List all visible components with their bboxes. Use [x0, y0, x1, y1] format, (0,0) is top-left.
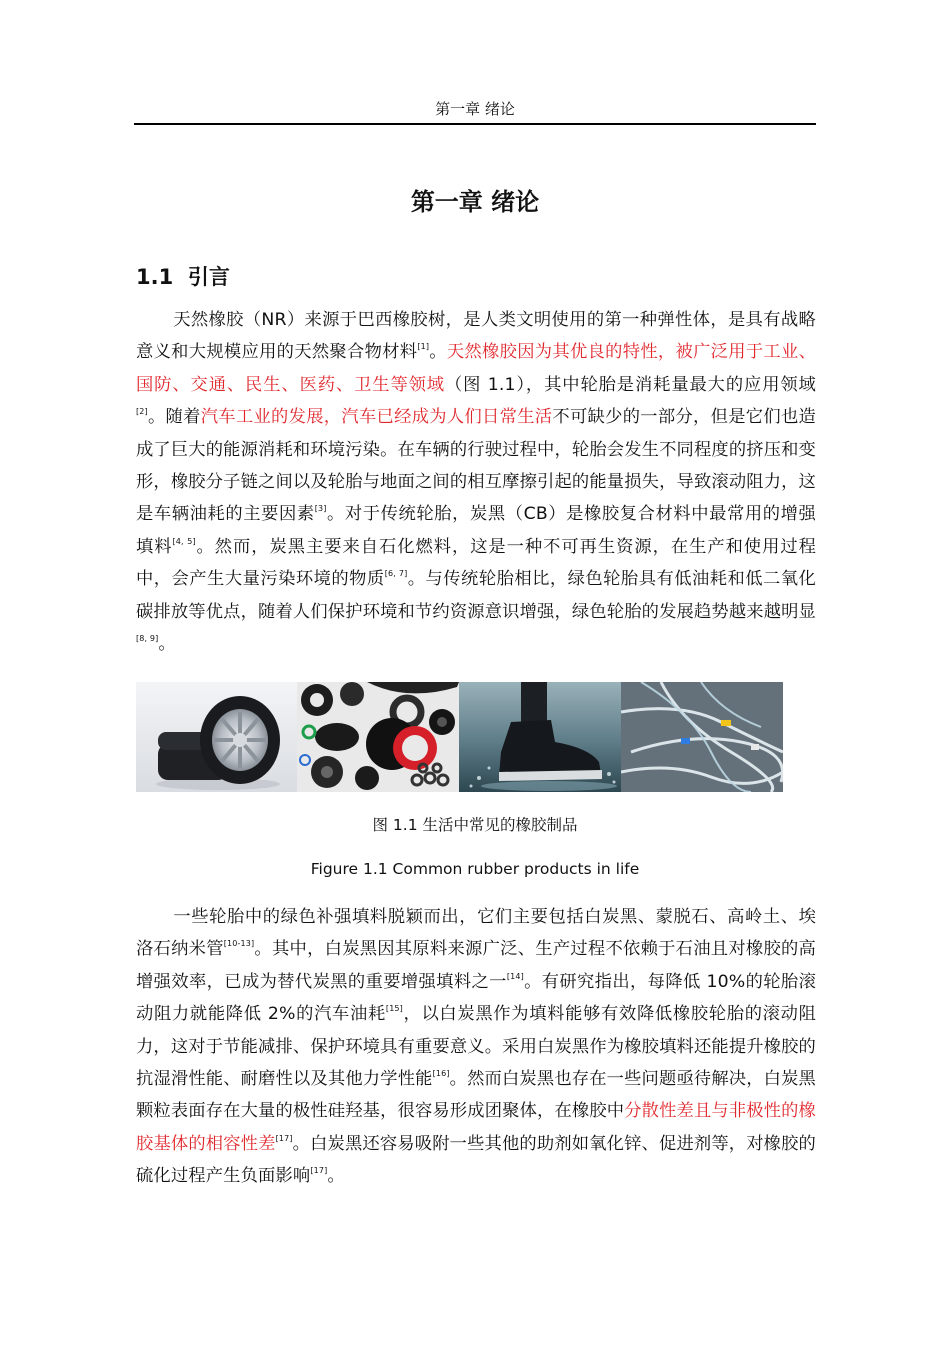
text-run: 天然橡胶（NR）来源于巴西橡胶树，是人类文明使用的第一种弹性体，是具有战略意义和大规模应用的天然聚合物材料: [136, 310, 816, 363]
text-run: 。对于传统轮胎，炭黑（CB）是橡胶复合材料中最常用的增强填料: [136, 504, 816, 557]
text-run: （图 1.1），其中轮胎是消耗量最大的应用领域: [444, 374, 816, 395]
citation: [6, 7]: [384, 569, 408, 579]
citation: [2]: [136, 407, 148, 417]
highlighted-text: 天然橡胶因为其优良的特性，被广泛用于工业、国防、交通、民生、医药、卫生等领域: [136, 342, 816, 395]
text-run: 不可缺少的一部分，但是它们也造成了巨大的能源消耗和环境污染。在车辆的行驶过程中，轮胎会发生不同程度的挤压和变形，橡胶分子链之间以及轮胎与地面之间的相互摩擦引起的能量损失，导致滚动阻力，这是车辆油耗的主要因素: [136, 407, 816, 525]
text-run: 。随着: [147, 407, 201, 428]
intro-paragraph-2: [136, 901, 816, 1193]
medical-tubing-illustration: [621, 682, 783, 792]
section-number: 1.1: [136, 265, 174, 289]
citation: [14]: [506, 971, 524, 981]
header-rule: [134, 123, 816, 125]
citation: [1]: [417, 342, 430, 352]
citation: [15]: [385, 1004, 403, 1014]
section-title-text: 引言: [187, 265, 230, 289]
text-run: 。其中，白炭黑因其原料来源广泛、生产过程不依赖于石油且对橡胶的高增强效率，已成为替代炭黑的重要增强填料之一: [136, 939, 816, 992]
text-run: 。: [327, 1166, 345, 1187]
text-run: 。然而白炭黑也存在一些问题亟待解决，白炭黑颗粒表面存在大量的极性硅羟基，很容易形成团聚体，在橡胶中: [136, 1069, 816, 1122]
medical-tubing-photo: [621, 682, 783, 792]
text-run: 。有研究指出，每降低 10%的轮胎滚动阻力就能降低 2%的汽车油耗: [136, 971, 817, 1025]
citation: [4, 5]: [172, 536, 196, 546]
citation: [3]: [314, 504, 327, 514]
tire-photo: [136, 682, 297, 792]
highlighted-text: 分散性差且与非极性的橡胶基体的相容性差: [136, 1101, 816, 1154]
highlighted-text: 汽车工业的发展，汽车已经成为人们日常生活: [200, 407, 553, 428]
citation: [8, 9]: [136, 634, 159, 644]
intro-paragraph-1: [136, 304, 816, 660]
text-run: 。: [158, 634, 176, 655]
rubber-parts-photo: [297, 682, 459, 792]
text-run: 。白炭黑还容易吸附一些其他的助剂如氧化锌、促进剂等，对橡胶的硫化过程产生负面影响: [136, 1133, 816, 1187]
text-run: 。: [429, 342, 447, 363]
tire-illustration: [136, 682, 297, 792]
citation: [17]: [310, 1166, 328, 1176]
figure-caption-english: Figure 1.1 Common rubber products in life: [310, 860, 640, 878]
citation: [16]: [432, 1069, 450, 1079]
figure-rubber-products: [136, 682, 783, 792]
citation: [17]: [275, 1133, 293, 1143]
text-run: 一些轮胎中的绿色补强填料脱颖而出，它们主要包括白炭黑、蒙脱石、高岭土、埃洛石纳米管: [136, 907, 816, 960]
running-header: 第一章 绪论: [435, 100, 515, 118]
text-run: 。然而，炭黑主要来自石化燃料，这是一种不可再生资源，在生产和使用过程中，会产生大量污染环境的物质: [136, 536, 816, 590]
figure-caption-chinese: 图 1.1 生活中常见的橡胶制品: [372, 816, 578, 834]
text-run: ，以白炭黑作为填料能够有效降低橡胶轮胎的滚动阻力，这对于节能减排、保护环境具有重要意义。采用白炭黑作为橡胶填料还能提升橡胶的抗湿滑性能、耐磨性以及其他力学性能: [136, 1004, 816, 1090]
text-run: 。与传统轮胎相比，绿色轮胎具有低油耗和低二氧化碳排放等优点，随着人们保护环境和节约资源意识增强，绿色轮胎的发展趋势越来越明显: [136, 569, 816, 622]
rubber-shoe-illustration: [459, 682, 621, 792]
rubber-parts-illustration: [297, 682, 459, 792]
rubber-shoe-photo: [459, 682, 621, 792]
section-heading: [136, 259, 230, 295]
chapter-title: 第一章 绪论: [410, 188, 540, 216]
citation: [10-13]: [223, 939, 255, 949]
